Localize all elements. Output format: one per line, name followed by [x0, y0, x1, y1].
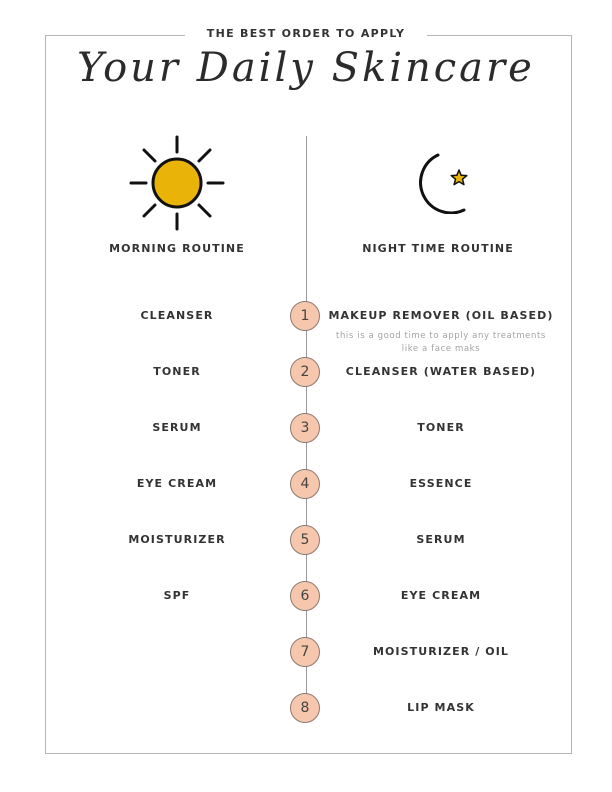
- night-step-2: CLEANSER (WATER BASED): [345, 365, 537, 378]
- night-step-5: SERUM: [416, 533, 466, 546]
- morning-step-4: EYE CREAM: [136, 477, 218, 490]
- morning-step-3: SERUM: [152, 421, 202, 434]
- night-step-8: LIP MASK: [407, 701, 475, 714]
- step-number-1: 1: [290, 301, 320, 331]
- step-number-8: 8: [290, 693, 320, 723]
- step-number-2: 2: [290, 357, 320, 387]
- night-step-3: TONER: [417, 421, 465, 434]
- step-number-3: 3: [290, 413, 320, 443]
- morning-step-5: MOISTURIZER: [128, 533, 226, 546]
- morning-step-1: CLEANSER: [140, 309, 214, 322]
- night-step-1: MAKEUP REMOVER (OIL BASED): [328, 309, 554, 322]
- page-kicker: [0, 22, 612, 41]
- step-number-4: 4: [290, 469, 320, 499]
- page-title: Your Daily Skincare: [77, 45, 535, 91]
- night-step-note: this is a good time to apply any treatments like a face maks: [336, 331, 546, 354]
- sun-icon: [128, 134, 226, 232]
- night-heading: NIGHT TIME ROUTINE: [362, 242, 514, 255]
- night-step-6: EYE CREAM: [400, 589, 482, 602]
- morning-step-2: TONER: [153, 365, 201, 378]
- night-step-4: ESSENCE: [409, 477, 473, 490]
- step-number-7: 7: [290, 637, 320, 667]
- step-number-6: 6: [290, 581, 320, 611]
- morning-heading: MORNING ROUTINE: [109, 242, 245, 255]
- step-number-5: 5: [290, 525, 320, 555]
- morning-step-6: SPF: [163, 589, 191, 602]
- kicker-text: THE BEST ORDER TO APPLY: [185, 27, 427, 40]
- night-step-7: MOISTURIZER / OIL: [372, 645, 510, 658]
- moon-star-icon: [412, 152, 474, 214]
